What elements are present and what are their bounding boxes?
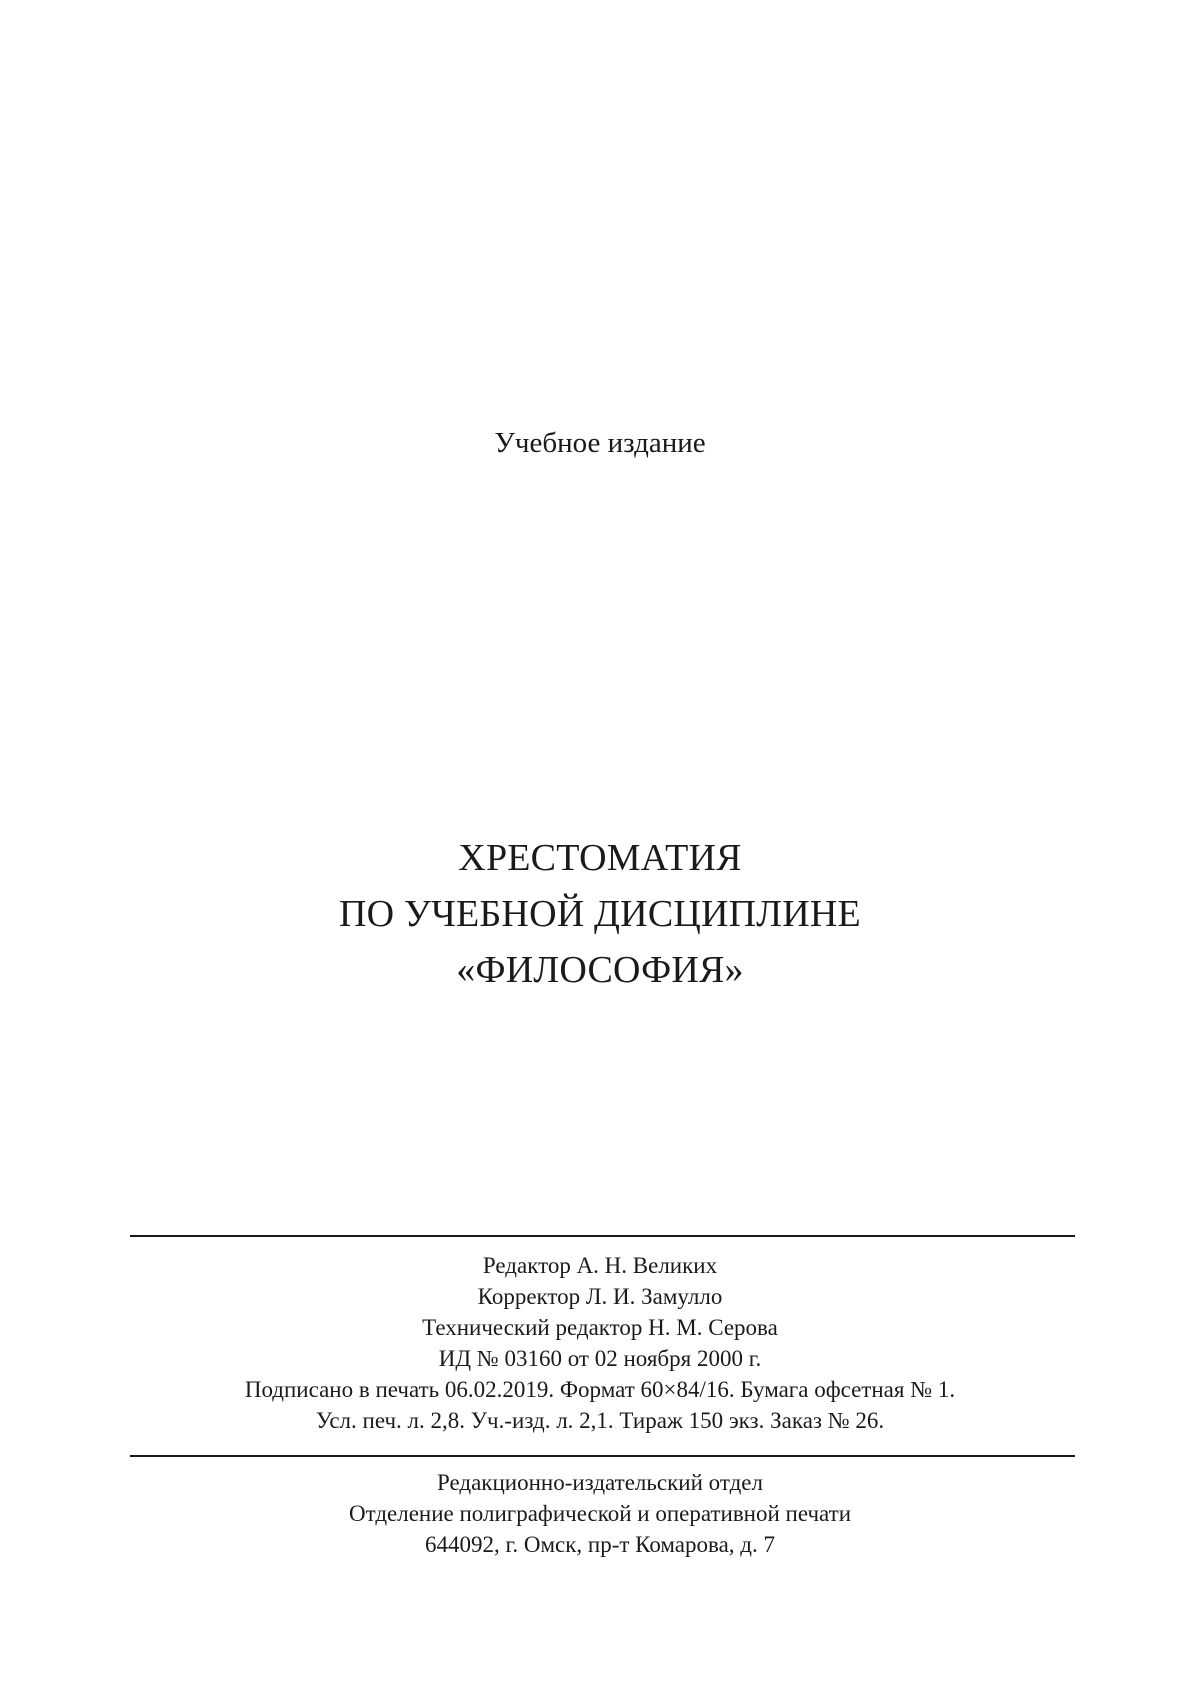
edition-type: Учебное издание bbox=[494, 427, 706, 459]
book-title bbox=[0, 830, 1200, 998]
divider-top bbox=[130, 1235, 1075, 1237]
license-line: ИД № 03160 от 02 ноября 2000 г. bbox=[438, 1346, 762, 1371]
technical-editor-line: Технический редактор Н. М. Серова bbox=[422, 1315, 778, 1340]
publisher-division: Отделение полиграфической и оперативной печати bbox=[348, 1501, 852, 1526]
volume-details-line: Усл. печ. л. 2,8. Уч.-изд. л. 2,1. Тираж 150 экз. Заказ № 26. bbox=[315, 1408, 885, 1433]
publisher-address: 644092, г. Омск, пр-т Комарова, д. 7 bbox=[425, 1532, 775, 1557]
publisher-department: Редакционно-издательский отдел bbox=[437, 1470, 763, 1495]
divider-bottom bbox=[130, 1455, 1075, 1457]
editor-line: Редактор А. Н. Великих bbox=[482, 1253, 718, 1278]
title-line: ХРЕСТОМАТИЯ bbox=[458, 837, 742, 879]
proofreader-line: Корректор Л. И. Замулло bbox=[477, 1284, 723, 1309]
imprint-block bbox=[0, 1250, 1200, 1436]
title-line: «ФИЛОСОФИЯ» bbox=[456, 949, 744, 991]
print-details-line: Подписано в печать 06.02.2019. Формат 60×84/16. Бумага офсетная № 1. bbox=[244, 1377, 956, 1402]
title-line: ПО УЧЕБНОЙ ДИСЦИПЛИНЕ bbox=[339, 893, 861, 935]
publisher-block bbox=[0, 1467, 1200, 1560]
